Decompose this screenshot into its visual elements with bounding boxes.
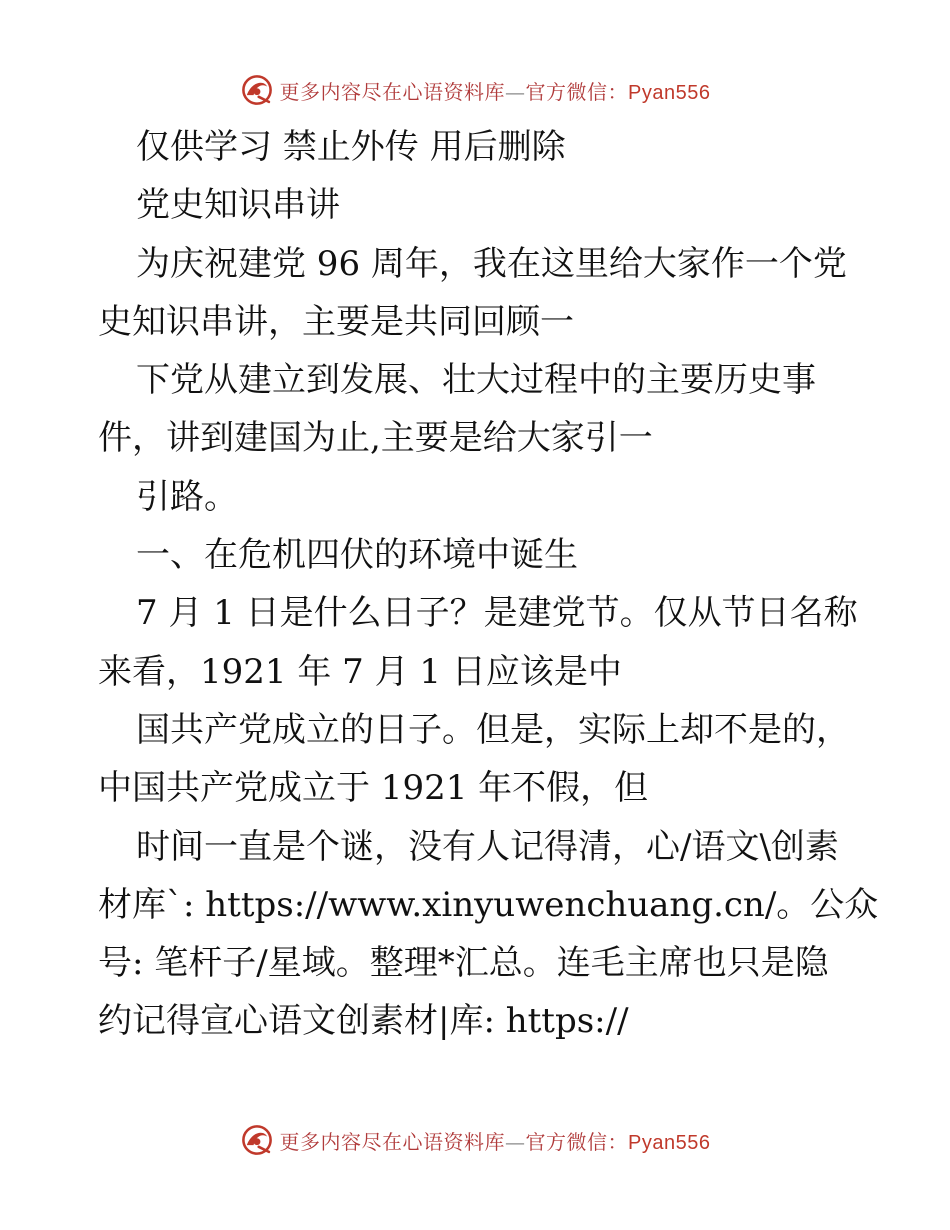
watermark-banner-top <box>0 70 950 110</box>
paragraph-line: 件，讲到建国为止,主要是给大家引一 <box>98 418 653 459</box>
watermark-separator: — <box>505 1129 526 1154</box>
paragraph-line: 国共产党成立的日子。但是，实际上却不是的， <box>136 709 850 750</box>
paragraph-line: 时间一直是个谜，没有人记得清，心/语文\创素 <box>136 826 839 867</box>
watermark-text <box>280 76 711 105</box>
paragraph-line: 中国共产党成立于 1921 年不假，但 <box>98 768 649 809</box>
paragraph-line: 下党从建立到发展、壮大过程中的主要历史事 <box>136 360 816 401</box>
notice-line: 仅供学习 禁止外传 用后删除 <box>136 127 566 167</box>
paragraph-line: 来看，1921 年 7 月 1 日应该是中 <box>98 651 622 692</box>
watermark-contact-account: Pyan556 <box>628 1131 711 1154</box>
paragraph-line: 材库`: https://www.xinyuwenchuang.cn/。公众 <box>98 884 879 925</box>
watermark-contact-label: 官方微信： <box>525 1129 629 1154</box>
red-swirl-logo-icon <box>240 1123 274 1157</box>
paragraph-line: 引路。 <box>136 476 238 517</box>
paragraph-line: 号: 笔杆子/星域。整理*汇总。连毛主席也只是隐 <box>98 943 829 984</box>
paragraph-line: 7 月 1 日是什么日子？是建党节。仅从节日名称 <box>136 593 858 634</box>
watermark-slogan: 更多内容尽在心语资料库 <box>279 79 506 104</box>
watermark-slogan: 更多内容尽在心语资料库 <box>279 1129 506 1154</box>
document-title: 党史知识串讲 <box>136 185 340 226</box>
paragraph-line: 史知识串讲，主要是共同回顾一 <box>98 301 574 342</box>
section-heading: 一、在危机四伏的环境中诞生 <box>136 535 578 576</box>
paragraph-line: 约记得宣心语文创素材|库: https:// <box>98 1001 629 1042</box>
watermark-contact-account: Pyan556 <box>628 81 711 104</box>
watermark-text <box>280 1126 711 1155</box>
watermark-separator: — <box>505 79 526 104</box>
red-swirl-logo-icon <box>240 73 274 107</box>
document-body <box>98 118 879 1051</box>
watermark-banner-bottom <box>0 1120 950 1160</box>
watermark-contact-label: 官方微信： <box>525 79 629 104</box>
paragraph-line: 为庆祝建党 96 周年，我在这里给大家作一个党 <box>136 243 847 284</box>
